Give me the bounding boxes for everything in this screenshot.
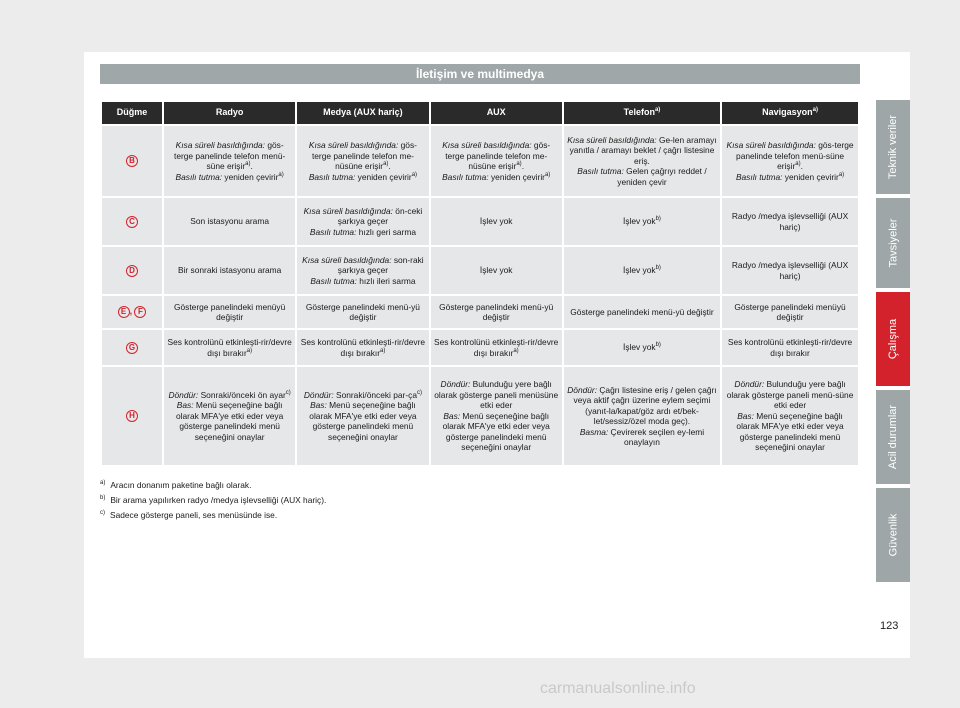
cell-text: İşlev yok [623,216,656,227]
cell-label: Bas: [310,400,327,411]
cell-text: gös-terge panelinde telefon me-nüsüne erişir [445,140,551,171]
cell-label: Basılı tutma: [310,275,357,286]
cell-text: . [800,161,803,171]
cell-text: son-raki şarkıya geçer [337,254,424,276]
footnote-ref: a) [411,171,418,178]
col-header-dugme [102,102,162,124]
table-cell [297,367,428,465]
table-row [102,198,858,245]
side-tab-label: Çalışma [887,318,899,360]
footnote-mark: a) [100,480,106,487]
side-tab-tavsiyeler[interactable] [876,198,910,288]
side-tab-guvenlik[interactable] [876,488,910,582]
table-cell: Radyo /medya işlevselliği (AUX hariç) [722,198,858,245]
footnote-ref: b) [655,265,661,272]
table-cell [564,330,720,365]
table-cell: Bir sonraki istasyonu arama [164,247,295,294]
cell-text: İşlev yok [623,342,656,353]
cell-text: . [250,161,253,171]
page-title: İletişim ve multimedya [100,64,860,84]
cell-text: hızlı ileri sarma [356,275,416,286]
footnote-ref: a) [246,347,253,354]
footnote-ref: a) [544,171,551,178]
button-key-cell [102,367,162,465]
footnote-ref: b) [655,342,661,349]
col-header-medya [297,102,428,124]
cell-label: Basılı tutma: [442,171,489,182]
button-h-icon: H [126,410,138,422]
footnote-ref: c) [416,389,422,396]
table-cell [431,367,562,465]
cell-text: Menü seçeneğine bağlı olarak MFA'ye etki eder veya gösterge panelindeki menü seçeneğini onaylar [176,400,284,442]
table-cell: Gösterge panelindeki menü-yü değiştir [431,296,562,328]
side-tab-label: Tavsiyeler [887,218,899,268]
footnote [100,493,326,508]
table-cell [297,126,428,196]
table-cell [564,126,720,196]
button-key-cell [102,247,162,294]
side-tab-label: Güvenlik [887,513,900,557]
cell-label: Basılı tutma: [309,226,357,237]
cell-text: Sonraki/önceki par-ça [333,389,417,400]
table-cell: Radyo /medya işlevselliği (AUX hariç) [722,247,858,294]
cell-text: yeniden çevirir [782,171,839,182]
key-separator: , [129,306,133,316]
button-key-cell [102,296,162,328]
table-cell [564,367,720,465]
cell-text: Menü seçeneğine bağlı olarak MFA'ye etki eder veya gösterge panelindeki menü seçeneğini onaylar [442,410,550,453]
cell-text: İşlev yok [623,265,656,276]
footnote-ref: a) [516,161,522,168]
button-key-cell [102,198,162,245]
side-tab-label: Teknik veriler [887,114,899,180]
cell-text: . [521,161,525,171]
button-c-icon: C [126,216,138,228]
cell-text: Ge-len aramayı yanıtla / aramayı beklet / çağrı listesine eriş. [569,134,717,166]
table-cell: Gösterge panelindeki menüyü değiştir [722,296,858,328]
footnote-ref: c) [285,389,291,396]
col-header-radyo [164,102,295,124]
cell-label: Kısa süreli basıldığında: [175,140,266,150]
table-cell [722,126,858,196]
cell-label: Döndür: [440,379,471,390]
table-row [102,330,858,365]
footnote-ref: a) [513,347,519,354]
side-tab-label: Acil durumlar [887,404,899,470]
cell-label: Bas: [737,410,754,421]
footnote-ref: a) [380,347,386,354]
watermark: carmanualsonline.info [540,680,696,697]
button-e-icon: E [118,306,130,318]
footnote [100,508,326,523]
table-cell [564,247,720,294]
button-b-icon: B [126,155,138,167]
cell-label: Kısa süreli basıldığında: [302,254,392,265]
cell-text: yeniden çevirir [222,171,279,182]
footnote-ref: a) [795,161,801,168]
cell-label: Bas: [443,410,461,421]
footnote-text: Sadece gösterge paneli, ses menüsünde ise. [110,510,278,520]
cell-text: Bulunduğu yere bağlı olarak gösterge paneli menüsüne etki eder [434,379,559,411]
cell-text: gös-terge panelinde telefon me-nüsüne erişir [311,140,417,171]
footnote-mark: b) [100,495,106,502]
col-header-aux [431,102,562,124]
side-tab-acil-durumlar[interactable] [876,390,910,484]
col-header-label: Telefon [623,107,655,118]
cell-text: yeniden çevirir [355,171,412,182]
footnote-ref: a) [245,161,251,168]
table-cell [164,367,295,465]
table-cell: Gösterge panelindeki menüyü değiştir [164,296,295,328]
col-header-navigasyon [722,102,858,124]
table-cell: Son istasyonu arama [164,198,295,245]
cell-label: Döndür: [303,389,334,400]
table-cell [297,330,428,365]
footnote [100,478,326,493]
cell-label: Kısa süreli basıldığında: [303,205,393,216]
cell-text: Bulunduğu yere bağlı olarak gösterge paneli menü-süne etki eder [726,379,854,411]
footnote-ref: a) [654,107,661,114]
cell-text: Gelen çağrıyı reddet / yeniden çevir [617,166,707,187]
button-g-icon: G [126,342,138,354]
table-cell: Gösterge panelindeki menü-yü değiştir [564,296,720,328]
table-header-row [102,102,858,124]
cell-text: Menü seçeneğine bağlı olarak MFA'ye etki eder veya gösterge panelindeki menü seçeneğini onaylar [736,410,844,453]
cell-label: Kısa süreli basıldığında: [308,140,399,150]
table-cell: Ses kontrolünü etkinleşti-rir/devre dışı bırakır [722,330,858,365]
footnote-mark: c) [100,510,105,517]
cell-label: Döndür: [734,379,765,390]
cell-label: Döndür: [168,389,199,400]
footnote-ref: a) [812,107,818,114]
table-row [102,247,858,294]
table-cell [164,330,295,365]
cell-text: Ses kontrolünü etkinleşti-rir/devre dışı bırakır [300,337,426,358]
table-row [102,126,858,196]
cell-text: Çevirerek seçilen ey-lemi onaylayın [608,426,705,447]
cell-label: Bas: [176,400,194,411]
cell-text: gös-terge panelinde telefon menü-süne erişir [736,140,854,171]
table-cell: Gösterge panelindeki menü-yü değiştir [297,296,428,328]
footnote-ref: a) [383,161,389,168]
cell-text: gös-terge panelinde telefon menü-süne erişir [174,140,286,171]
button-key-cell [102,330,162,365]
col-header-label: Navigasyon [762,107,813,118]
cell-label: Basılı tutma: [577,166,624,177]
table-cell [431,330,562,365]
cell-label: Kısa süreli basıldığında: [442,140,532,150]
footnote-ref: a) [838,171,845,178]
footnotes [100,478,326,523]
button-f-icon: F [134,306,146,318]
table-cell [564,198,720,245]
col-header-label: AUX [486,107,506,118]
col-header-label: Medya (AUX hariç) [323,107,403,118]
cell-text: Çağrı listesine eriş / gelen çağrı veya aktif çağrı üzerine eylem seçimi (yanıt-la/kapat/göz ardı et/bek-let/sessiz/özel moda geç). [573,384,717,426]
cell-label: Basılı tutma: [175,171,223,182]
side-tab-calisma[interactable] [876,292,910,386]
col-header-label: Düğme [116,107,148,118]
col-header-label: Radyo [215,107,244,118]
cell-label: Kısa süreli basıldığında: [726,140,816,150]
cell-text: hızlı geri sarma [356,226,416,237]
table-row [102,367,858,465]
cell-text: ön-ceki şarkıya geçer [337,205,423,227]
table-cell [297,247,428,294]
table-cell [164,126,295,196]
table-cell [297,198,428,245]
footnote-text: Aracın donanım paketine bağlı olarak. [110,480,252,490]
table-cell: İşlev yok [431,198,562,245]
cell-text: Menü seçeneğine bağlı olarak MFA'ye etki eder veya gösterge panelindeki menü seçeneğini onaylar [309,400,417,442]
footnote-ref: a) [278,171,284,178]
cell-label: Kısa süreli basıldığında: [567,134,657,145]
footnote-ref: b) [655,216,661,223]
cell-text: . [388,161,391,171]
cell-label: Döndür: [567,384,598,395]
table-cell: İşlev yok [431,247,562,294]
cell-text: yeniden çevirir [488,171,545,182]
controls-table [100,100,860,467]
table-cell [722,367,858,465]
cell-label: Basma: [579,426,609,437]
cell-text: Ses kontrolünü etkinleşti-rir/devre dışı bırakır [167,337,292,358]
page-number: 123 [880,620,899,632]
cell-text: Ses kontrolünü etkinleşti-rir/devre dışı bırakır [434,337,559,358]
table-cell [431,126,562,196]
col-header-telefon [564,102,720,124]
cell-label: Basılı tutma: [308,171,356,182]
footnote-text: Bir arama yapılırken radyo /medya işlevselliği (AUX hariç). [110,495,327,505]
cell-label: Basılı tutma: [735,171,783,182]
cell-text: Sonraki/önceki ön ayar [198,389,286,400]
button-key-cell [102,126,162,196]
table-row [102,296,858,328]
side-tab-teknik-veriler[interactable] [876,100,910,194]
button-d-icon: D [126,265,138,277]
